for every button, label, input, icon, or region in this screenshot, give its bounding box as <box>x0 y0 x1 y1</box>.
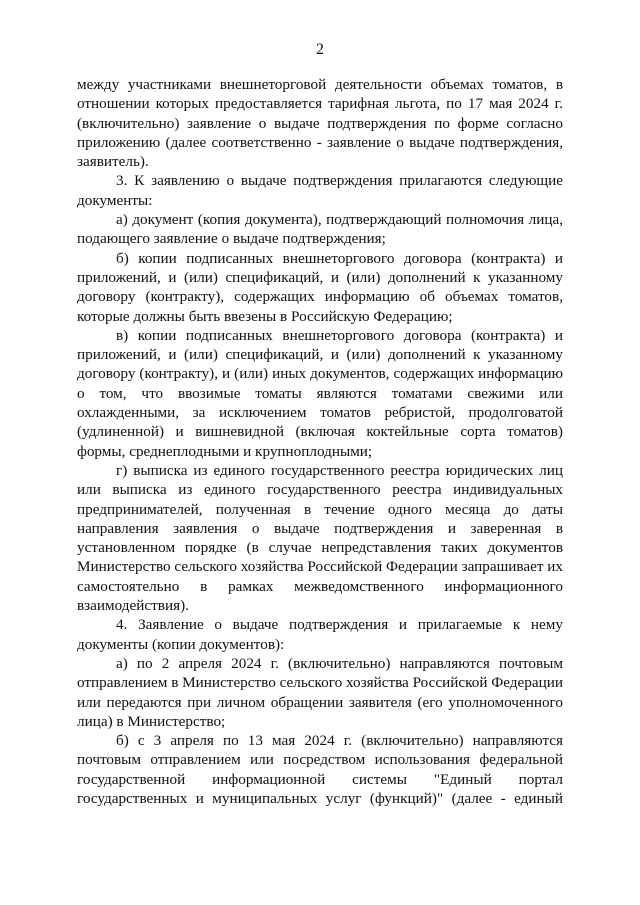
paragraph-continuation: между участниками внешнеторговой деятельности объемах томатов, в отношении которых предоставляется тарифная льгота, по 17 мая 2024 г. (включительно) заявление о выдаче подтверждения по форме согласно приложению (далее соответственно - заявление о выдаче подтверждения, заявитель). <box>77 76 563 171</box>
paragraph-item-3b: б) копии подписанных внешнеторгового договора (контракта) и приложений, и (или) спецификаций, и (или) дополнений к указанному договору (контракту), содержащих информацию об объемах томатов, которые должны быть ввезены в Российскую Федерацию; <box>77 249 563 325</box>
paragraph-item-3g: г) выписка из единого государственного реестра юридических лиц или выписка из единого государственного реестра индивидуальных предпринимателей, полученная в течение одного месяца до даты направления заявления о выдаче подтверждения и заверенная в установленном порядке (в случае непредставления таких документов Министерство сельского хозяйства Российской Федерации запрашивает их самостоятельно в рамках межведомственного информационного взаимодействия). <box>77 461 563 615</box>
document-body <box>77 75 563 808</box>
paragraph-item-3v: в) копии подписанных внешнеторгового договора (контракта) и приложений, и (или) спецификаций, и (или) дополнений к указанному договору (контракту), и (или) иных документов, содержащих информацию о том, что ввозимые томаты являются томатами свежими или охлажденными, за исключением томатов ребристой, продолговатой (удлиненной) и вишневидной (включая коктейльные сорта томатов) формы, среднеплодными и крупноплодными; <box>77 326 563 460</box>
page-number: 2 <box>316 41 324 58</box>
paragraph-item-4b: б) с 3 апреля по 13 мая 2024 г. (включительно) направляются почтовым отправлением или посредством использования федеральной государственной информационной системы "Единый портал государственных и муниципальных услуг (функций)" (далее - единый <box>77 732 563 807</box>
paragraph-item-3a: а) документ (копия документа), подтверждающий полномочия лица, подающего заявление о выдаче подтверждения; <box>77 211 563 248</box>
paragraph-item-3: 3. К заявлению о выдаче подтверждения прилагаются следующие документы: <box>77 172 563 209</box>
paragraph-item-4: 4. Заявление о выдаче подтверждения и прилагаемые к нему документы (копии документов): <box>77 616 563 653</box>
paragraph-item-4a: а) по 2 апреля 2024 г. (включительно) направляются почтовым отправлением в Министерство сельского хозяйства Российской Федерации или передаются при личном обращении заявителя (его уполномоченного лица) в Министерство; <box>77 654 563 730</box>
